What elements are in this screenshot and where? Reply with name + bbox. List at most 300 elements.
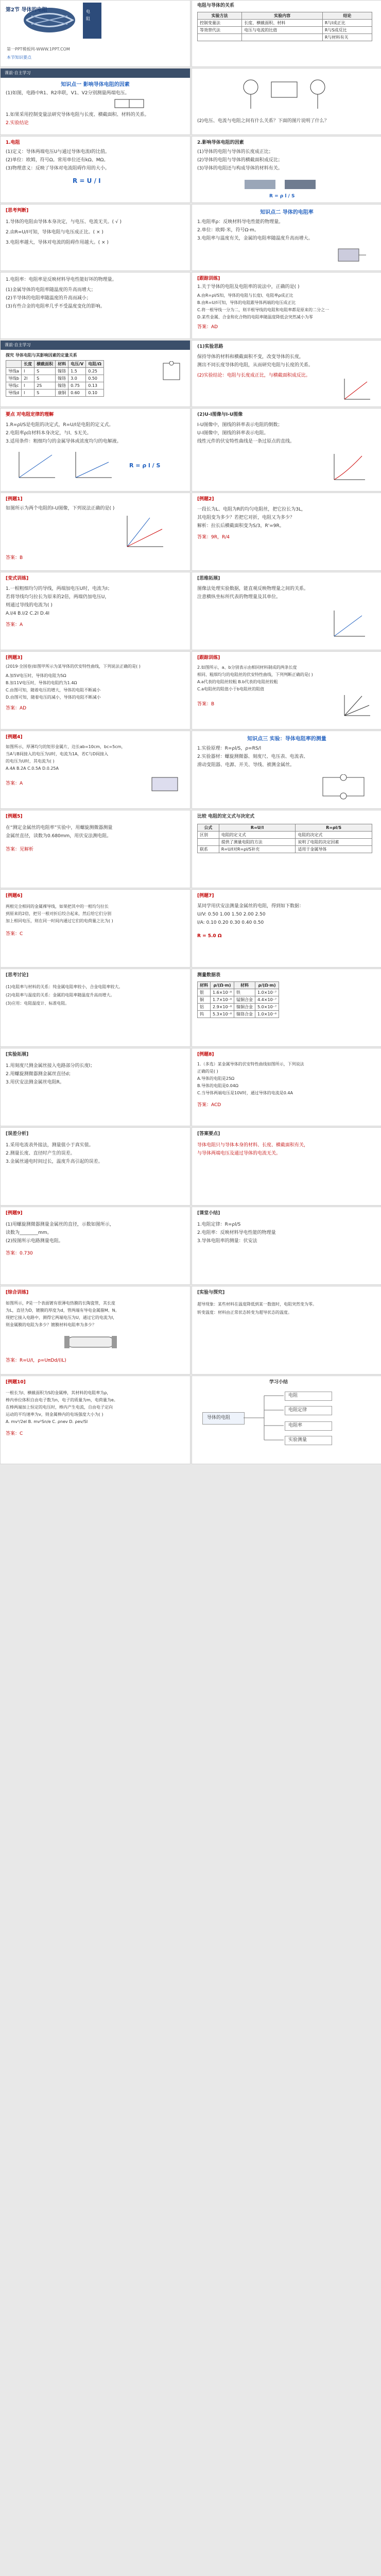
mindmap-branch-label: 实验测量 (288, 1437, 307, 1443)
col-header: 材料 (56, 361, 68, 368)
table-row (198, 832, 372, 839)
text-line: (3)有些合金的电阻率几乎不受温度变化的影响。 (6, 304, 105, 309)
formula: R = ρ l / S (269, 194, 295, 199)
slide-comprehensive (0, 1286, 190, 1375)
header-text: 课前·自主学习 (5, 71, 31, 75)
answer: 答案：见解析 (6, 847, 34, 852)
table-cell: 0.60 (68, 389, 86, 397)
table-cell: 0.25 (86, 368, 104, 375)
slide-title-text: [实验与探究] (197, 1290, 225, 1295)
table-row (198, 846, 372, 853)
table-row (198, 27, 372, 34)
slide-title-text: 探究 导体电阻与其影响因素的定量关系 (6, 353, 77, 358)
table-cell: S (34, 389, 56, 397)
text-line: (1)电阻率与材料的关系：纯金属电阻率较小，合金电阻率较大。 (6, 985, 123, 989)
text-line: 的电压为U时，其电流为( ) (6, 759, 55, 764)
slide-title-text: [例题9] (6, 1211, 23, 1216)
slide-example-1 (0, 493, 190, 571)
text-line: I/A: 0.10 0.20 0.30 0.40 0.50 (197, 920, 264, 925)
table-cell: 镍铬 (56, 375, 68, 382)
lesson-title: 第2节 导体的电阻 (6, 7, 47, 13)
table-cell: 导线c (6, 382, 22, 389)
answer: 答案：A (6, 622, 23, 628)
text-line: A.导体的电阻是25Ω (197, 1076, 235, 1081)
text-line: (1)导体的电阻与导体的长度成正比； (197, 149, 273, 155)
answer: 答案：B (197, 702, 215, 707)
text-line: A.I/4 B.I/2 C.2I D.4I (6, 611, 49, 616)
col-header: ρ/(Ω·m) (211, 982, 234, 989)
table-cell: R与材料有关 (322, 34, 372, 41)
table-cell: 4.4×10⁻⁷ (255, 996, 279, 1004)
answer: 答案：AD (197, 325, 218, 330)
col-header: R=U/I (219, 824, 296, 832)
text-line: 某同学用伏安法测量金属丝的电阻，得到如下数据： (197, 904, 304, 909)
slide-practice-2 (192, 651, 381, 730)
text-line: 2.电阻率：反映材料导电性能的物理量 (197, 1230, 276, 1235)
mindmap-branch (285, 1436, 332, 1445)
slide-cartoon (192, 68, 381, 135)
data-table (197, 981, 279, 1018)
table-cell: l (22, 368, 34, 375)
text-line: 1.采用电流表外接法，测量值小于真实值。 (6, 1143, 94, 1148)
text-line: (1)定义：导体两端电压U与通过导体电流I的比值。 (6, 149, 110, 155)
slide-title-text: [例题1] (6, 497, 23, 502)
text-line: 1.实验原理：R=ρl/S，ρ=RS/l (197, 746, 262, 751)
option: C.由图可知，随着电压的增大，导体的电阻不断减小 (6, 688, 101, 692)
answer: 答案：C (6, 931, 23, 937)
table-cell: l (22, 389, 34, 397)
slide-thinking-2 (0, 969, 190, 1047)
table-cell: 联系 (198, 846, 219, 853)
table-cell (242, 34, 323, 41)
slide-superconductor (192, 1286, 381, 1375)
text-line: (2)电阻率与温度的关系：金属的电阻率随温度升高而增大。 (6, 993, 115, 997)
table-cell: 导线d (6, 389, 22, 397)
slide-thinking (192, 572, 381, 650)
table-cell: 2l (22, 375, 34, 382)
table-cell: 5.3×10⁻⁸ (211, 1011, 234, 1018)
circuit-diagram (161, 361, 182, 382)
data-table (197, 12, 372, 41)
table-row (6, 382, 104, 389)
slide-example-7 (192, 889, 381, 968)
table-cell: S (34, 368, 56, 375)
table-cell: 1.0×10⁻⁶ (255, 1011, 279, 1018)
table-cell: l (22, 382, 34, 389)
slide-resistance (0, 136, 190, 203)
table-cell: 0.10 (86, 389, 104, 397)
slide-title-text: 电阻与导体的关系 (197, 3, 235, 8)
text-line: 2.单位：欧姆·米，符号Ω·m。 (197, 228, 259, 233)
slide-title-text: 测量数据表 (197, 973, 221, 978)
text-line: A.4A B.2A C.0.5A D.0.25A (6, 766, 59, 771)
slide-judge (0, 204, 190, 271)
text-line: I-U图像中，图线的斜率表示电阻的倒数； (197, 422, 283, 428)
text-line: (2)导体的电阻与导体的横截面积成反比； (197, 158, 283, 163)
text-line: (1)用螺旋测微器测量金属丝的直径，示数如图所示， (6, 1222, 114, 1227)
text-line: 3.电阻率越大，导体对电流的阻碍作用越大。( × ) (6, 240, 109, 245)
text-line: 3.适用条件：粗细均匀的金属导体或浓度均匀的电解液。 (6, 439, 122, 444)
slide-title-text: 1.电阻率：电阻率是反映材料导电性能好坏的物理量。 (6, 277, 117, 282)
text-line: 读数为________mm。 (6, 1230, 52, 1235)
answer: R = 5.0 Ω (197, 934, 222, 939)
slide-title-text: 2.影响导体电阻的因素 (197, 140, 244, 145)
slide-title-text: [例题8] (197, 1052, 214, 1057)
table-row (198, 34, 372, 41)
slide-title-text: [例题4] (6, 735, 23, 740)
table-cell: 提供了测量电阻的方法 (219, 839, 296, 846)
text-line: 解析：拉长后横截面积变为S/3，R'=9R。 (197, 523, 284, 529)
wire-sample-image (244, 177, 321, 192)
metal-sheet-diagram (150, 774, 181, 795)
table-cell: 电阻的决定式 (296, 832, 372, 839)
slide-resistivity-detail (0, 272, 190, 339)
text-line: 滑动变阻器、电源、开关、导线、被测金属丝。 (197, 762, 295, 768)
text-line: 加上相同电压，则在同一时间内通过它们的电荷量之比为( ) (6, 919, 113, 923)
text-line: 一段长为L、电阻为R的均匀电阻丝，把它拉长为3L， (197, 507, 306, 512)
text-line: 1.导体的电阻由导体本身决定，与电压、电流无关。( √ ) (6, 219, 122, 225)
answer: 答案：B (6, 555, 23, 561)
text-line: 现把它接入电路中，测得它两端电压为U，通过它的电流为I， (6, 1315, 117, 1320)
col-header: ρ/(Ω·m) (255, 982, 279, 989)
data-table (6, 360, 104, 397)
table-cell: 钨 (198, 1011, 211, 1018)
table-cell: 电压与电流的比值 (242, 27, 323, 34)
ceramic-tube-diagram (62, 1333, 119, 1351)
table-cell: 2S (34, 382, 56, 389)
table-cell: 区别 (198, 832, 219, 839)
slide-title-text: [综合训练] (6, 1290, 29, 1295)
text-line: 如图所示，P是一个表面镀有很薄电热膜的长陶瓷管，其长度 (6, 1301, 115, 1306)
slide-variant-1 (0, 572, 190, 650)
text-line: 相同、粗细均匀的电阻丝的伏安特性曲线，下列判断正确的是( ) (197, 672, 313, 677)
col-header: R=ρl/S (296, 824, 372, 832)
text-line: U-I图像中，图线的斜率表示电阻。 (197, 431, 269, 436)
table-cell: 镍铜合金 (234, 1004, 255, 1011)
circuit-diagram (321, 774, 367, 800)
slide-resistivity (192, 204, 381, 271)
text-line: 在“测定金属丝的电阻率”实验中，用螺旋测微器测量 (6, 825, 113, 831)
table-cell: 0.13 (86, 382, 104, 389)
slide-title-text: 学习小结 (269, 1380, 288, 1385)
slide-title-text: [跟踪训练] (197, 276, 220, 281)
slide-knowledge-1 (0, 68, 190, 135)
graph-axes (341, 377, 372, 402)
slide-explore-table (0, 340, 190, 407)
question-text: 1.关于导体的电阻及电阻率的说法中，正确的是( ) (197, 284, 300, 290)
header-text: 课前·自主学习 (5, 343, 31, 347)
slide-example-9 (0, 1207, 190, 1285)
slide-title-text: [例题7] (197, 893, 214, 899)
text-line: (1)金属导体的电阻率随温度的升高而增大； (6, 287, 96, 293)
col-header: 电压/V (68, 361, 86, 368)
slide-title-text: 要点 对电阻定律的理解 (6, 412, 54, 417)
text-line: A.a代表的电阻丝较粗 B.b代表的电阻丝较粗 (197, 680, 278, 684)
table-cell: 导线a (6, 368, 22, 375)
answer: 答案：AD (6, 706, 27, 711)
text-line: 1.（多选）某金属导体的伏安特性曲线如图所示，下列说法 (197, 1062, 304, 1066)
question-text: 如图所示为两个电阻的I-U图像，下列说法正确的是( ) (6, 506, 115, 511)
cartoon-illustration (230, 72, 343, 113)
text-line: 转变温度：材料由正常状态转变为超导状态的温度。 (197, 1310, 292, 1315)
table-cell: 镍铬 (56, 368, 68, 375)
col-header: 电阻/Ω (86, 361, 104, 368)
table-cell (198, 839, 219, 846)
header-bar (1, 69, 190, 78)
table-cell: 1.7×10⁻⁸ (211, 996, 234, 1004)
mindmap-center-label: 导体的电阻 (207, 1415, 231, 1420)
table-cell: 导线b (6, 375, 22, 382)
table-cell: 镍铬 (56, 382, 68, 389)
text-line: U/V: 0.50 1.00 1.50 2.00 2.50 (197, 912, 266, 917)
slide-title-text: [答案要点] (197, 1131, 220, 1137)
text-line: (2)半导体的电阻率随温度的升高而减小； (6, 296, 91, 301)
mindmap-branch-label: 电阻 (288, 1393, 298, 1398)
col-header: 长度 (22, 361, 34, 368)
slide-title-text: [课堂小结] (197, 1211, 220, 1216)
text-line: 1.一根粗细均匀的导线，两端加电压U时，电流为I； (6, 586, 112, 591)
apparatus-image (336, 245, 367, 265)
text-line: 到原来的2倍，把另一根对折后绞合起来，然后给它们分别 (6, 911, 112, 916)
table-row (198, 1011, 279, 1018)
text-line: 测出不同长度导体的电阻，从而研究电阻与长度的关系。 (197, 363, 314, 368)
slide-mindmap (192, 1376, 381, 1464)
option: A.由R=ρl/S知，导体的电阻与长度l、电阻率ρ成正比 (197, 293, 293, 298)
slide-title-text: (2)U-I图像与I-U图像 (197, 412, 243, 417)
answer: 答案：0.730 (6, 1251, 33, 1256)
text-line: 棒内单位体积自由电子数为n，电子的质量为m，电荷量为e。 (6, 1398, 118, 1402)
slide-practice-1 (192, 272, 381, 339)
table-cell: 1.5 (68, 368, 86, 375)
banner-ribbon-icon (83, 3, 101, 39)
text-line: 其电阻变为多少？若把它对折，电阻又为多少？ (197, 515, 295, 520)
slide-title-text: [误差分析] (6, 1131, 29, 1137)
slide-example-10 (0, 1376, 190, 1464)
answer: 答案：A (6, 781, 23, 786)
slide-hint: 本节知识要点 (7, 55, 31, 60)
option: D.由图可知，随着电压的减小，导体的电阻不断减小 (6, 695, 101, 700)
slide-title-text: [思考讨论] (6, 973, 29, 978)
text-line: 3.电阻率与温度有关，金属的电阻率随温度升高而增大。 (197, 236, 313, 241)
slide-title-text: [跟踪训练] (197, 655, 220, 660)
text-line: 1.用刻度尺测金属丝接入电路部分的长度l； (6, 1063, 95, 1069)
answer: 答案：R=U/I，ρ=UπDd/(IL) (6, 1358, 66, 1363)
section-title: 知识点一 影响导体电阻的因素 (61, 82, 130, 88)
col-header (6, 361, 22, 368)
table-row (198, 1004, 279, 1011)
slide-experiment-extend (0, 1048, 190, 1126)
table-cell: 铁 (234, 989, 255, 996)
slide-key-point (0, 408, 190, 492)
slide-title-text: [思维拓展] (197, 576, 220, 581)
table-row (198, 996, 279, 1004)
slide-resistivity-table (192, 969, 381, 1047)
table-row (198, 839, 372, 846)
question-text: (2)电压、电流与电阻之间有什么关系？下面的图片说明了什么？ (197, 118, 329, 124)
svg-text:电: 电 (86, 9, 90, 14)
section-title: 知识点三 实验：导体电阻率的测量 (247, 736, 326, 742)
table-cell: 5.0×10⁻⁷ (255, 1004, 279, 1011)
option: A.加5V电压时，导体的电阻为5Ω (6, 673, 66, 678)
table-cell: R=U/I对R=ρl/S补充 (219, 846, 296, 853)
option: B.加11V电压时，导体的电阻约为1.4Ω (6, 681, 77, 685)
question-text: (1)如图，电路中R1、R2串联，V1、V2分别测量两端电压。 (6, 91, 130, 96)
slide-title (0, 0, 190, 67)
slide-title-text: [例题2] (197, 497, 214, 502)
table-cell (198, 34, 242, 41)
option: B.由R=U/I可知，导体的电阻跟导体两端的电压成正比 (197, 300, 296, 305)
slide-title-text: (1)实验思路 (197, 344, 223, 349)
slide-title-text: 1.电阻 (6, 140, 20, 145)
table-cell: 说明了电阻的决定因素 (296, 839, 372, 846)
data-table (197, 824, 372, 853)
iu-graph (331, 608, 367, 639)
slide-title-text: [例题6] (6, 893, 23, 899)
text-line: 金属丝直径，读数为0.680mm，用伏安法测电阻。 (6, 834, 112, 839)
slide-example-2 (192, 493, 381, 571)
iu-graph (341, 693, 372, 719)
iu-graph (16, 450, 57, 481)
iu-graph (331, 452, 367, 483)
text-line: C.a电阻丝的阻值小于b电阻丝的阻值 (197, 687, 265, 691)
table-row (6, 389, 104, 397)
text-line: (3)导体的电阻还与构成导体的材料有关。 (197, 166, 283, 171)
text-line: 当A与B间接入的电压为U时，电流为1A，若C与D间接入 (6, 752, 109, 756)
text-line: (2)单位：欧姆，符号Ω。常用单位还有kΩ、MΩ。 (6, 158, 109, 163)
text-line: 3.导体电阻率的测量：伏安法 (197, 1239, 257, 1244)
table-cell: 0.50 (86, 375, 104, 382)
question-text: 1.如果采用控制变量法研究导体电阻与长度、横截面积、材料的关系。 (6, 112, 149, 117)
slide-title-text: [实验拓展] (6, 1052, 29, 1057)
text-line: (3)应用：电阻温度计、标准电阻。 (6, 1001, 70, 1006)
mindmap-center (202, 1412, 245, 1425)
option: D.某些金属、合金和化合物的电阻率随温度降低会突然减小为零 (197, 315, 313, 319)
table-cell: 铝 (198, 1004, 211, 1011)
text-line: 2.由R=U/I可知，导体电阻与电压成正比。( × ) (6, 230, 103, 235)
site-url[interactable]: 第一PPT模板网-WWW.1PPT.COM (7, 47, 70, 52)
table-cell: 锰铜合金 (234, 996, 255, 1004)
text-line: C.当导体两端电压是10V时，通过导体的电流是0.4A (197, 1091, 293, 1095)
table-row (198, 989, 279, 996)
col-header: 实验方法 (198, 12, 242, 20)
text-line: 2.用螺旋测微器测金属丝直径d； (6, 1072, 74, 1077)
table-cell: 银 (198, 989, 211, 996)
text-line: 2.实验器材：螺旋测微器、刻度尺、电压表、电流表、 (197, 754, 308, 759)
table-cell: 1.0×10⁻⁷ (255, 989, 279, 996)
text-line: 导体电阻只与导体本身的材料、长度、横截面积有关， (197, 1143, 309, 1148)
mindmap-connectors (244, 1388, 285, 1450)
table-cell: S (34, 375, 56, 382)
question-text: 2.实验结论 (6, 121, 29, 126)
text-line: 3.用伏安法测金属丝电阻R。 (6, 1080, 64, 1085)
svg-text:阻: 阻 (86, 16, 90, 21)
table-cell: 0.75 (68, 382, 86, 389)
col-header: 实验内容 (242, 12, 323, 20)
mindmap-branch-label: 电阻率 (288, 1423, 303, 1428)
table-cell: 铜 (198, 996, 211, 1004)
table-cell: 1.6×10⁻⁸ (211, 989, 234, 996)
slide-title-text: [例题3] (6, 655, 23, 660)
text-line: 在棒两端加上恒定的电压时，棒内产生电流，自由电子定向 (6, 1405, 113, 1410)
text-line: 保持导体的材料和横截面积不变，改变导体的长度， (197, 354, 304, 360)
text-line: A. mv²/2el B. mv²Sn/e C. ρnev D. ρev/Sl (6, 1419, 88, 1424)
slide-example-6 (0, 889, 190, 968)
text-line: 1.R=ρl/S是电阻的决定式，R=U/I是电阻的定义式。 (6, 422, 114, 428)
slide-title-text: 比较 电阻的定义式与决定式 (197, 814, 255, 819)
question-text: (2019·全国卷)如图甲所示为某导体的伏安特性曲线，下列说法正确的是( ) (6, 664, 141, 669)
slide-measure-resistivity (192, 731, 381, 809)
option: C.将一根导线一分为二，则半根导线的电阻和电阻率都是原来的二分之一 (197, 308, 330, 312)
table-cell: R与l成正比 (322, 20, 372, 27)
header-bar (1, 341, 190, 350)
table-row (198, 20, 372, 27)
slide-example-3 (0, 651, 190, 730)
text-line: 为L，直径为D，镀膜的厚度为d，管两端有导电金属箍M、N。 (6, 1308, 119, 1313)
slide-table-1 (192, 0, 381, 67)
table-cell: 康铜 (56, 389, 68, 397)
text-line: 2.测量长度、直径时产生的误差。 (6, 1151, 75, 1156)
slide-title-text: [思考判断] (6, 208, 29, 213)
col-header: 公式 (198, 824, 219, 832)
slide-graphs (192, 408, 381, 492)
col-header: 结论 (322, 12, 372, 20)
table-cell: 长度、横截面积、材料 (242, 20, 323, 27)
circuit-diagram (114, 97, 145, 110)
text-line: 注意横纵坐标所代表的物理量及其单位。 (197, 595, 281, 600)
mindmap-branch (285, 1406, 332, 1415)
slide-summary (192, 1207, 381, 1285)
table-cell: 2.9×10⁻⁸ (211, 1004, 234, 1011)
text-line: 与导体两端电压及通过导体的电流无关。 (197, 1151, 281, 1156)
text-line: 运动的平均速率为v，则金属棒内的电场强度大小为( ) (6, 1412, 103, 1417)
slide-error-analysis (0, 1127, 190, 1206)
text-line: B.导体的电阻是0.04Ω (197, 1083, 238, 1088)
slide-factors (192, 136, 381, 203)
table-row (6, 375, 104, 382)
text-line: 2.电阻率ρ由材料本身决定，与l、S无关。 (6, 431, 92, 436)
text-line: 如图所示，厚薄均匀的矩形金属片，边长ab=10cm，bc=5cm， (6, 744, 126, 749)
answer: 答案：ACD (197, 1103, 221, 1108)
slide-example-8 (192, 1048, 381, 1126)
table-cell: 镍铬合金 (234, 1011, 255, 1018)
slide-title-text: [例题5] (6, 814, 23, 819)
slide-title-text: [例题10] (6, 1380, 26, 1385)
text-line: (2)按图所示电路测量电阻。 (6, 1239, 63, 1244)
col-header: 横截面积 (34, 361, 56, 368)
slide-example-4 (0, 731, 190, 809)
table-cell: 适用于金属导体 (296, 846, 372, 853)
ui-graph (73, 450, 114, 481)
text-line: 则金属膜的电阻为多少？镀膜材料电阻率为多少？ (6, 1323, 96, 1327)
mindmap-branch (285, 1392, 332, 1401)
mindmap-branch-label: 电阻定律 (288, 1408, 307, 1413)
table-cell: 控制变量法 (198, 20, 242, 27)
text-line: 2.如图所示，a、b分别表示由相同材料制成的两条长度 (197, 665, 297, 670)
slide-answer-points (192, 1127, 381, 1206)
slide-example-5 (0, 810, 190, 888)
text-line: 正确的是( ) (197, 1069, 218, 1074)
table-row (6, 368, 104, 375)
table-cell: 等效替代法 (198, 27, 242, 34)
table-cell: R与S成反比 (322, 27, 372, 34)
table-cell: 3.0 (68, 375, 86, 382)
text-line: 1.电阻率ρ：反映材料导电性能的物理量。 (197, 219, 284, 225)
text-line: 则通过导线的电流为( ) (6, 603, 53, 608)
slide-title-text: [变式训练] (6, 576, 29, 581)
mindmap-branch (285, 1421, 332, 1431)
table-cell: 电阻的定义式 (219, 832, 296, 839)
section-title: 知识点二 导体的电阻率 (260, 210, 314, 215)
